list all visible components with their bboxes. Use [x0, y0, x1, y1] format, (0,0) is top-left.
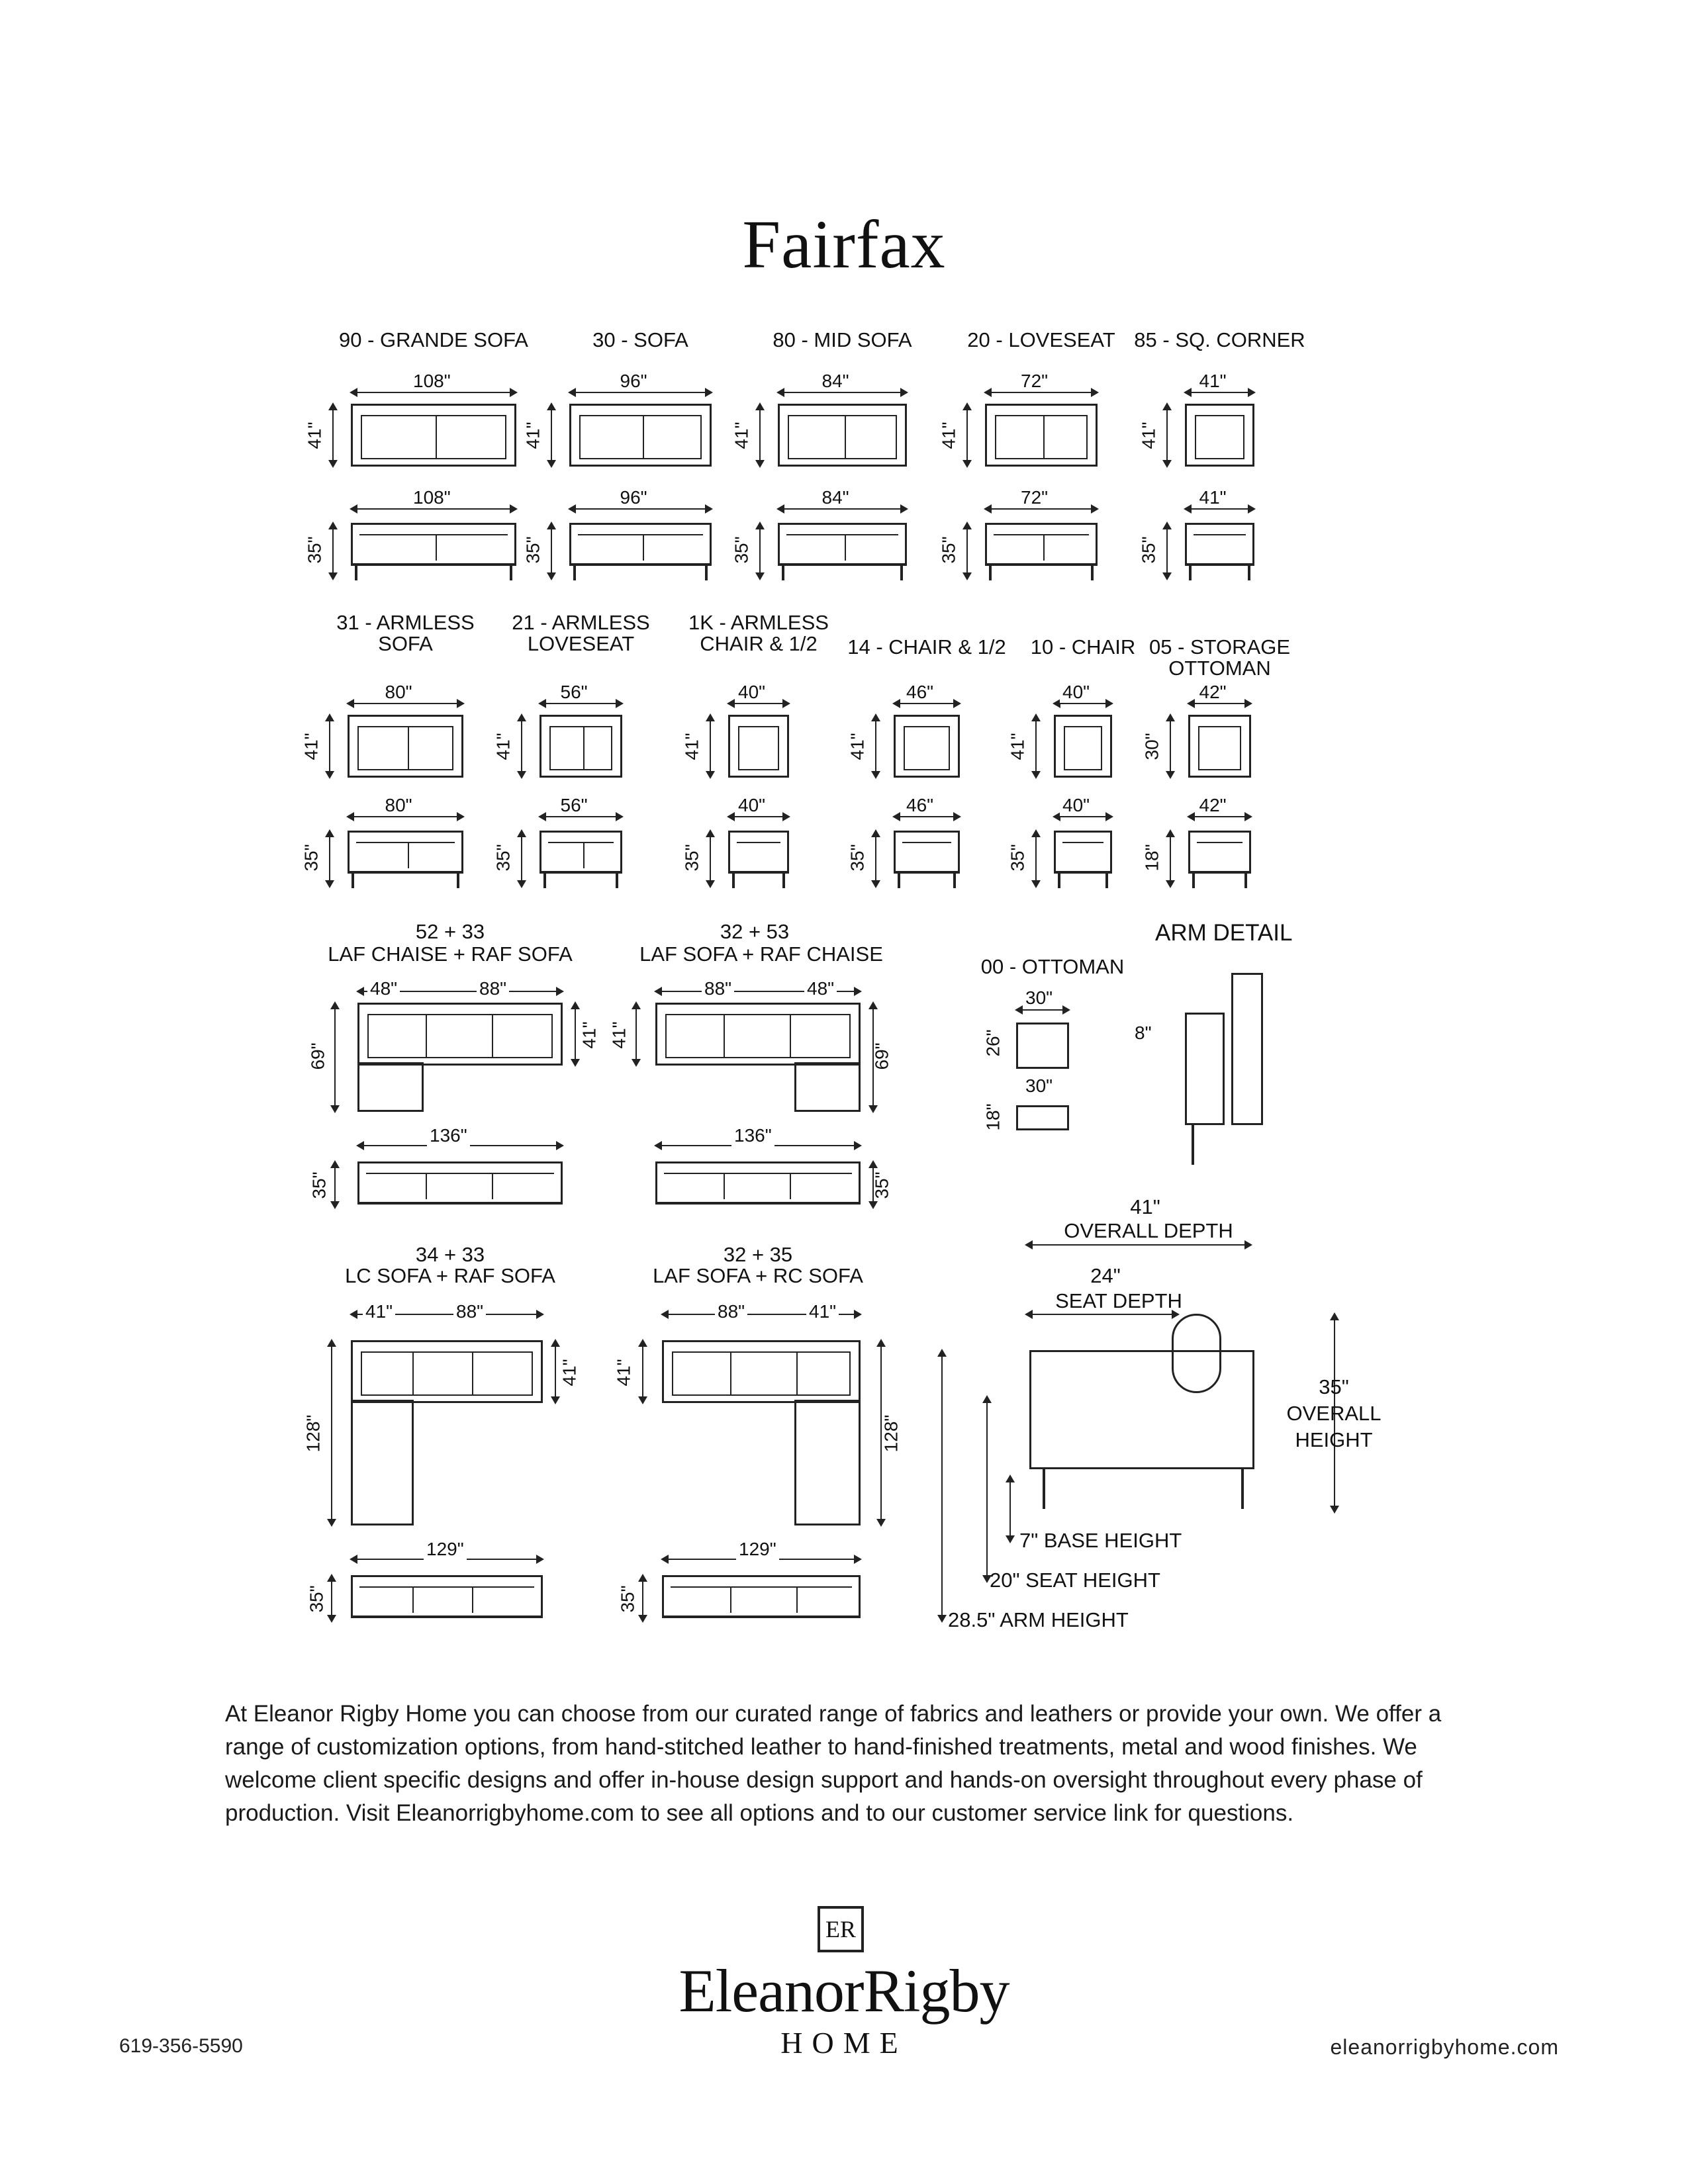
- row2-width-1: 56": [558, 682, 590, 703]
- sectional-3-top-view: [351, 1340, 543, 1403]
- profile-leg-back: [1241, 1469, 1244, 1509]
- row1-height-1: 35": [522, 535, 543, 564]
- sectional-2-w2: 48": [804, 978, 837, 999]
- row2-leg-right-5: [1244, 874, 1247, 888]
- sectional-2-label: LAF SOFA + RAF CHAISE: [639, 942, 883, 966]
- row1-front-view-0: [351, 523, 516, 566]
- arm-leg: [1192, 1125, 1194, 1165]
- row2-leg-right-0: [457, 874, 459, 888]
- ottoman-width: 30": [1023, 987, 1055, 1009]
- row2-label-5: 05 - STORAGE: [1149, 635, 1291, 659]
- sectional-3-overall: 129": [424, 1539, 467, 1560]
- sectional-1-depth-arrow: [334, 1003, 336, 1112]
- sectional-4-top-view: [662, 1340, 861, 1403]
- row2-sublabel-2: CHAIR & 1/2: [700, 632, 818, 655]
- sectional-3-height: 35": [306, 1585, 327, 1613]
- row2-height-5: 18": [1141, 843, 1162, 872]
- row1-top-view-3: [985, 404, 1098, 467]
- row2-height-arrow-0: [329, 831, 330, 887]
- row1-width2-arrow-0: [351, 508, 516, 510]
- ottoman-front-view: [1016, 1105, 1069, 1130]
- profile-leg-front: [1043, 1469, 1045, 1509]
- row2-leg-left-1: [543, 874, 546, 888]
- row1-label-1: 30 - SOFA: [592, 328, 688, 351]
- row1-label-3: 20 - LOVESEAT: [967, 328, 1115, 351]
- row1-leg-right-3: [1091, 566, 1094, 580]
- ottoman-height: 18": [982, 1103, 1004, 1131]
- row1-leg-right-2: [900, 566, 903, 580]
- row1-leg-right-0: [510, 566, 512, 580]
- row2-width2-3: 46": [904, 795, 936, 816]
- row1-front-view-3: [985, 523, 1098, 566]
- row1-height-arrow-4: [1166, 523, 1168, 579]
- footer-website[interactable]: eleanorrigbyhome.com: [1330, 2035, 1559, 2059]
- row2-height-2: 35": [681, 843, 702, 872]
- ottoman-width-front: 30": [1023, 1075, 1055, 1097]
- row2-height-1: 35": [492, 843, 514, 872]
- row2-width2-arrow-3: [894, 816, 960, 817]
- row1-depth-arrow-2: [759, 404, 761, 467]
- row2-width-arrow-3: [894, 703, 960, 704]
- row2-label-2: 1K - ARMLESS: [688, 611, 829, 634]
- sectional-1-label: LAF CHAISE + RAF SOFA: [328, 942, 573, 966]
- sectional-1-height: 35": [308, 1171, 330, 1199]
- row1-height-0: 35": [304, 535, 325, 564]
- sectional-2-w1: 88": [702, 978, 734, 999]
- sectional-4-w2: 41": [806, 1301, 839, 1322]
- sectional-1-w1: 48": [367, 978, 400, 999]
- row2-label-1: 21 - ARMLESS: [512, 611, 650, 634]
- row2-sublabel-1: LOVESEAT: [527, 632, 635, 655]
- row1-width-arrow-4: [1185, 392, 1254, 393]
- row1-leg-left-1: [573, 566, 576, 580]
- overall-height-label-1: OVERALL: [1286, 1402, 1382, 1425]
- row1-width-3: 72": [1018, 371, 1051, 392]
- row2-depth-arrow-4: [1035, 715, 1037, 778]
- row2-top-view-2: [728, 715, 789, 778]
- overall-height-value: 35": [1319, 1375, 1349, 1398]
- sectional-1-chaise: [357, 1062, 424, 1112]
- row2-front-view-2: [728, 831, 789, 874]
- row2-height-0: 35": [301, 843, 322, 872]
- row1-label-2: 80 - MID SOFA: [773, 328, 912, 351]
- seat-height: 20" SEAT HEIGHT: [990, 1569, 1160, 1592]
- row2-width2-arrow-1: [539, 816, 622, 817]
- ottoman-top-view: [1016, 1023, 1069, 1069]
- row1-height-arrow-0: [332, 523, 334, 579]
- arm-width: 8": [1132, 1023, 1154, 1044]
- row1-height-arrow-1: [551, 523, 552, 579]
- row1-height-arrow-3: [966, 523, 968, 579]
- row2-leg-left-0: [352, 874, 354, 888]
- row1-leg-left-0: [355, 566, 357, 580]
- row1-width2-arrow-1: [569, 508, 712, 510]
- row2-leg-right-4: [1105, 874, 1108, 888]
- row1-front-view-4: [1185, 523, 1254, 566]
- row2-height-arrow-1: [521, 831, 522, 887]
- sectional-3-code: 34 + 33: [415, 1243, 485, 1266]
- row1-width2-2: 84": [820, 487, 852, 508]
- row1-leg-left-3: [989, 566, 992, 580]
- row2-leg-right-3: [953, 874, 956, 888]
- row2-front-view-5: [1188, 831, 1251, 874]
- row2-front-view-0: [348, 831, 463, 874]
- brand-sub: HOME: [780, 2026, 908, 2060]
- sectional-4-w1: 88": [715, 1301, 747, 1322]
- row1-depth-1: 41": [522, 421, 543, 449]
- row1-height-3: 35": [938, 535, 959, 564]
- ottoman-label: 00 - OTTOMAN: [980, 955, 1125, 978]
- ottoman-width-arrow: [1016, 1009, 1069, 1011]
- sectional-3-front-view: [351, 1575, 543, 1618]
- row2-width-4: 40": [1060, 682, 1092, 703]
- sectional-3-height-arrow: [331, 1575, 332, 1621]
- row2-depth-2: 41": [681, 732, 702, 760]
- row2-width2-5: 42": [1197, 795, 1229, 816]
- overall-depth-label: OVERALL DEPTH: [1064, 1219, 1233, 1242]
- row1-depth-arrow-1: [551, 404, 552, 467]
- row2-width-3: 46": [904, 682, 936, 703]
- row1-width-0: 108": [410, 371, 453, 392]
- sectional-2-depth2-arrow: [635, 1003, 637, 1066]
- row2-label-3: 14 - CHAIR & 1/2: [847, 635, 1006, 659]
- row1-width-arrow-1: [569, 392, 712, 393]
- profile-pillow: [1172, 1314, 1221, 1393]
- seat-height-arrow: [986, 1396, 988, 1582]
- base-height: 7" BASE HEIGHT: [1019, 1529, 1182, 1552]
- row2-width-0: 80": [383, 682, 415, 703]
- row2-top-view-0: [348, 715, 463, 778]
- row1-top-view-2: [778, 404, 907, 467]
- sectional-3-depth-arrow: [331, 1340, 332, 1525]
- row1-front-view-1: [569, 523, 712, 566]
- sectional-4-depth2-arrow: [642, 1340, 643, 1403]
- row2-height-arrow-4: [1035, 831, 1037, 887]
- sectional-1-height-arrow: [334, 1161, 336, 1208]
- row2-leg-right-1: [616, 874, 618, 888]
- row1-width-2: 84": [820, 371, 852, 392]
- row1-width2-arrow-3: [985, 508, 1098, 510]
- page-title: Fairfax: [742, 206, 946, 283]
- row2-width2-arrow-0: [348, 816, 463, 817]
- sectional-4-code: 32 + 35: [723, 1243, 793, 1266]
- arm-detail-title: ARM DETAIL: [1155, 920, 1293, 946]
- seat-depth-label: SEAT DEPTH: [1055, 1289, 1182, 1312]
- row1-depth-2: 41": [731, 421, 752, 449]
- row2-front-view-3: [894, 831, 960, 874]
- sectional-2-depth: 69": [871, 1042, 892, 1070]
- sectional-4-front-view: [662, 1575, 861, 1618]
- row1-top-view-1: [569, 404, 712, 467]
- row1-label-4: 85 - SQ. CORNER: [1134, 328, 1305, 351]
- row2-depth-0: 41": [301, 732, 322, 760]
- row2-depth-arrow-0: [329, 715, 330, 778]
- row2-leg-left-3: [898, 874, 900, 888]
- sectional-3-depth: 128": [303, 1414, 324, 1453]
- row2-top-view-5: [1188, 715, 1251, 778]
- row1-label-0: 90 - GRANDE SOFA: [339, 328, 528, 351]
- row2-width-5: 42": [1197, 682, 1229, 703]
- footer-phone[interactable]: 619-356-5590: [119, 2035, 243, 2057]
- seat-depth-arrow: [1026, 1314, 1178, 1315]
- sectional-1-w2: 88": [477, 978, 509, 999]
- row2-top-view-3: [894, 715, 960, 778]
- sectional-2-top-view: [655, 1003, 861, 1066]
- row1-width2-0: 108": [410, 487, 453, 508]
- sectional-4-return: [794, 1400, 861, 1525]
- ottoman-depth: 26": [982, 1029, 1004, 1057]
- brand-name: EleanorRigby: [679, 1957, 1009, 2025]
- row1-width-arrow-0: [351, 392, 516, 393]
- row1-width-arrow-3: [985, 392, 1098, 393]
- overall-height-label-2: HEIGHT: [1295, 1428, 1373, 1451]
- row1-depth-arrow-4: [1166, 404, 1168, 467]
- sectional-2-height: 35": [871, 1171, 892, 1199]
- arm-back: [1231, 973, 1263, 1125]
- row2-top-view-4: [1054, 715, 1112, 778]
- sectional-2-depth2: 41": [608, 1021, 630, 1049]
- row1-leg-left-2: [782, 566, 784, 580]
- sectional-2-front-view: [655, 1161, 861, 1205]
- row2-sublabel-5: OTTOMAN: [1168, 657, 1271, 680]
- row1-leg-right-1: [705, 566, 708, 580]
- row1-depth-4: 41": [1138, 421, 1159, 449]
- sectional-1-front-view: [357, 1161, 563, 1205]
- row1-height-4: 35": [1138, 535, 1159, 564]
- overall-depth-value: 41": [1130, 1195, 1160, 1218]
- row2-depth-1: 41": [492, 732, 514, 760]
- row2-depth-3: 41": [847, 732, 868, 760]
- row2-depth-4: 41": [1007, 732, 1028, 760]
- row2-width-2: 40": [735, 682, 768, 703]
- row1-depth-3: 41": [938, 421, 959, 449]
- row1-front-view-2: [778, 523, 907, 566]
- brand-logo: ER: [818, 1906, 864, 1952]
- row1-width2-3: 72": [1018, 487, 1051, 508]
- row2-leg-left-5: [1192, 874, 1195, 888]
- sectional-3-depth2-arrow: [555, 1340, 556, 1403]
- row2-leg-right-2: [782, 874, 785, 888]
- row2-depth-arrow-3: [875, 715, 876, 778]
- sectional-2-chaise: [794, 1062, 861, 1112]
- description-paragraph: At Eleanor Rigby Home you can choose from our curated range of fabrics and leathers or provide your own. We offer a range of customization options, from hand-stitched leather to hand-finished treatments, metal and wood finishes. We welcome client specific designs and offer in-house design support and hands-on oversight throughout every phase of production. Visit Eleanorrigbyhome.com to see all options and to our customer service link for questions.: [225, 1701, 1442, 1826]
- row2-height-4: 35": [1007, 843, 1028, 872]
- row1-height-arrow-2: [759, 523, 761, 579]
- sectional-1-depth: 69": [307, 1042, 328, 1070]
- row2-width2-1: 56": [558, 795, 590, 816]
- base-height-arrow: [1009, 1476, 1011, 1542]
- row2-height-arrow-3: [875, 831, 876, 887]
- sectional-1-top-view: [357, 1003, 563, 1066]
- sectional-3-return: [351, 1400, 414, 1525]
- row2-depth-arrow-5: [1170, 715, 1171, 778]
- sectional-4-label: LAF SOFA + RC SOFA: [653, 1264, 863, 1287]
- arm-height: 28.5" ARM HEIGHT: [948, 1608, 1129, 1631]
- row1-width2-arrow-2: [778, 508, 907, 510]
- sectional-3-depth2: 41": [559, 1359, 580, 1387]
- arm-section: [1185, 1013, 1225, 1125]
- row1-width-arrow-2: [778, 392, 907, 393]
- row2-height-arrow-2: [710, 831, 711, 887]
- row1-depth-arrow-0: [332, 404, 334, 467]
- row2-width2-0: 80": [383, 795, 415, 816]
- row2-depth-arrow-1: [521, 715, 522, 778]
- row2-sublabel-0: SOFA: [378, 632, 433, 655]
- sectional-1-depth2-arrow: [575, 1003, 576, 1066]
- sectional-1-depth2: 41": [579, 1021, 600, 1049]
- row1-depth-arrow-3: [966, 404, 968, 467]
- row2-front-view-4: [1054, 831, 1112, 874]
- sectional-4-height: 35": [617, 1585, 638, 1613]
- sectional-2-code: 32 + 53: [720, 920, 790, 943]
- row2-width2-2: 40": [735, 795, 768, 816]
- row1-height-2: 35": [731, 535, 752, 564]
- row1-width2-1: 96": [618, 487, 650, 508]
- arm-height-arrow: [941, 1350, 943, 1621]
- sectional-3-w2: 88": [453, 1301, 486, 1322]
- row2-width-arrow-1: [539, 703, 622, 704]
- row2-width2-4: 40": [1060, 795, 1092, 816]
- row2-width-arrow-4: [1054, 703, 1112, 704]
- sectional-4-height-arrow: [642, 1575, 643, 1621]
- row2-height-arrow-5: [1170, 831, 1171, 887]
- row2-leg-left-4: [1058, 874, 1060, 888]
- sectional-3-label: LC SOFA + RAF SOFA: [345, 1264, 555, 1287]
- sectional-4-overall: 129": [736, 1539, 779, 1560]
- row2-width2-arrow-2: [728, 816, 789, 817]
- row1-width-4: 41": [1197, 371, 1229, 392]
- row1-leg-right-4: [1248, 566, 1250, 580]
- row2-width-arrow-2: [728, 703, 789, 704]
- row1-width2-4: 41": [1197, 487, 1229, 508]
- row2-label-0: 31 - ARMLESS: [336, 611, 475, 634]
- row2-depth-5: 30": [1141, 732, 1162, 760]
- overall-depth-arrow: [1026, 1244, 1251, 1246]
- sectional-3-w1: 41": [363, 1301, 395, 1322]
- row1-top-view-0: [351, 404, 516, 467]
- row2-width2-arrow-4: [1054, 816, 1112, 817]
- row2-depth-arrow-2: [710, 715, 711, 778]
- row1-width2-arrow-4: [1185, 508, 1254, 510]
- row2-label-4: 10 - CHAIR: [1030, 635, 1136, 659]
- row1-depth-0: 41": [304, 421, 325, 449]
- row1-top-view-4: [1185, 404, 1254, 467]
- sectional-2-overall: 136": [731, 1125, 774, 1146]
- sectional-1-overall: 136": [427, 1125, 470, 1146]
- row2-front-view-1: [539, 831, 622, 874]
- row2-height-3: 35": [847, 843, 868, 872]
- row2-width-arrow-5: [1188, 703, 1251, 704]
- row2-top-view-1: [539, 715, 622, 778]
- row2-width-arrow-0: [348, 703, 463, 704]
- row1-width-1: 96": [618, 371, 650, 392]
- row2-leg-left-2: [732, 874, 735, 888]
- row2-width2-arrow-5: [1188, 816, 1251, 817]
- sectional-4-depth2: 41": [613, 1359, 634, 1387]
- sectional-4-depth: 128": [880, 1414, 902, 1453]
- seat-depth-value: 24": [1090, 1264, 1121, 1287]
- row1-leg-left-4: [1189, 566, 1192, 580]
- sectional-1-code: 52 + 33: [415, 920, 485, 943]
